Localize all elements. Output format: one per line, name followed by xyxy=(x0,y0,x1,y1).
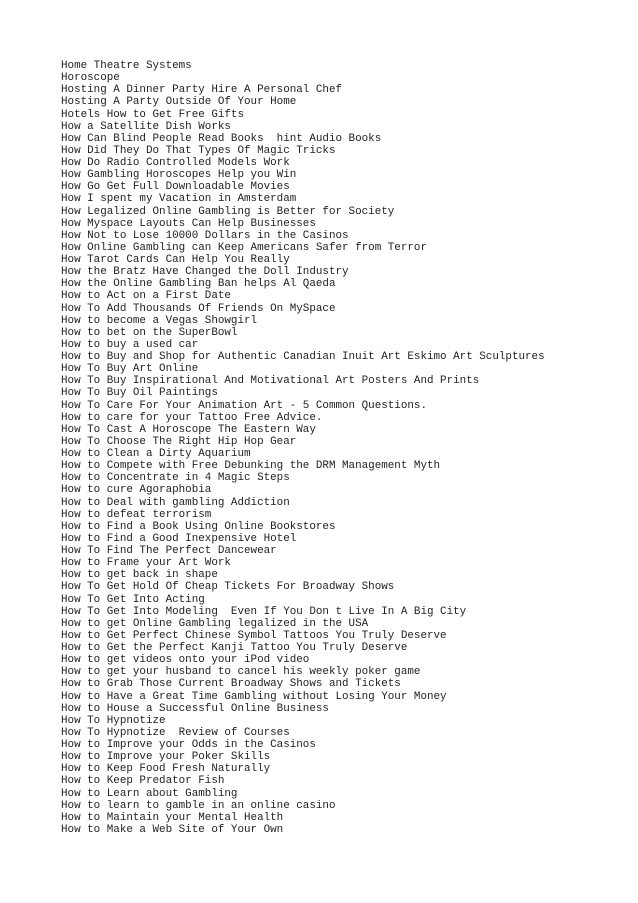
list-item: Horoscope xyxy=(61,72,120,85)
list-item: How to get Online Gambling legalized in the USA xyxy=(61,617,369,630)
list-item: How to Maintain your Mental Health xyxy=(61,811,284,824)
list-item: How to Keep Food Fresh Naturally xyxy=(61,763,271,776)
list-item: How to get your husband to cancel his weekly poker game xyxy=(61,666,421,679)
list-item: How to Make a Web Site of Your Own xyxy=(61,823,284,836)
list-item: How Did They Do That Types Of Magic Tricks xyxy=(61,144,336,157)
list-item: How To Hypnotize Review of Courses xyxy=(61,726,290,739)
list-item: How to Improve your Poker Skills xyxy=(61,751,271,764)
list-item: Hotels How to Get Free Gifts xyxy=(61,108,244,121)
list-item: How to Deal with gambling Addiction xyxy=(61,496,290,509)
list-item: How to Get the Perfect Kanji Tattoo You Truly Deserve xyxy=(61,642,408,654)
list-item: How to become a Vegas Showgirl xyxy=(61,314,258,327)
list-item: How to House a Successful Online Business xyxy=(61,702,329,715)
list-item: How to get back in shape xyxy=(61,569,218,582)
list-item: How Not to Lose 10000 Dollars in the Casinos xyxy=(61,229,349,242)
list-item: How To Cast A Horoscope The Eastern Way xyxy=(61,423,316,436)
list-item: How to Get Perfect Chinese Symbol Tattoos You Truly Deserve xyxy=(61,629,447,642)
title-list xyxy=(61,60,545,836)
list-item: How the Online Gambling Ban helps Al Qaeda xyxy=(61,278,336,291)
list-item: How to cure Agoraphobia xyxy=(61,484,212,497)
list-item: Hosting A Dinner Party Hire A Personal Chef xyxy=(61,84,343,97)
list-item: How To Choose The Right Hip Hop Gear xyxy=(61,435,297,448)
list-item: How to buy a used car xyxy=(61,338,199,351)
list-item: How to Improve your Odds in the Casinos xyxy=(61,739,316,751)
list-item: How Do Radio Controlled Models Work xyxy=(61,157,290,169)
list-item: How Online Gambling can Keep Americans Safer from Terror xyxy=(61,241,427,254)
list-item: How to Clean a Dirty Aquarium xyxy=(61,448,251,460)
list-item: How to Compete with Free Debunking the DRM Management Myth xyxy=(61,460,441,473)
list-item: How the Bratz Have Changed the Doll Industry xyxy=(61,266,349,279)
list-item: How To Get Into Modeling Even If You Don t Live In A Big City xyxy=(61,605,467,618)
list-item: How a Satellite Dish Works xyxy=(61,120,231,133)
list-item: How to learn to gamble in an online casino xyxy=(61,799,336,812)
list-item: How To Get Into Acting xyxy=(61,593,205,606)
list-item: How to defeat terrorism xyxy=(61,508,212,521)
list-item: How to Find a Book Using Online Bookstores xyxy=(61,520,336,533)
list-item: Home Theatre Systems xyxy=(61,60,192,72)
list-item: How to bet on the SuperBowl xyxy=(61,326,238,339)
list-item: How to Have a Great Time Gambling without Losing Your Money xyxy=(61,690,447,703)
list-item: Hosting A Party Outside Of Your Home xyxy=(61,96,297,109)
list-item: How to Learn about Gambling xyxy=(61,787,238,800)
list-item: How Legalized Online Gambling is Better for Society xyxy=(61,205,395,218)
list-item: How I spent my Vacation in Amsterdam xyxy=(61,193,297,206)
list-item: How to Find a Good Inexpensive Hotel xyxy=(61,532,297,545)
list-item: How to Frame your Art Work xyxy=(61,557,231,570)
list-item: How to care for your Tattoo Free Advice. xyxy=(61,411,323,424)
list-item: How To Get Hold Of Cheap Tickets For Broadway Shows xyxy=(61,581,395,594)
list-item: How to Grab Those Current Broadway Shows and Tickets xyxy=(61,678,401,691)
list-item: How To Add Thousands Of Friends On MySpace xyxy=(61,302,336,315)
list-item: How To Buy Inspirational And Motivational Art Posters And Prints xyxy=(61,375,480,388)
list-item: How to Act on a First Date xyxy=(61,290,231,303)
list-item: How To Buy Art Online xyxy=(61,363,199,376)
list-item: How Can Blind People Read Books hint Audio Books xyxy=(61,132,382,145)
list-item: How Tarot Cards Can Help You Really xyxy=(61,254,290,266)
list-item: How to Buy and Shop for Authentic Canadian Inuit Art Eskimo Art Sculptures xyxy=(61,351,545,363)
list-item: How To Hypnotize xyxy=(61,714,166,727)
list-item: How to get videos onto your iPod video xyxy=(61,654,310,667)
list-item: How Gambling Horoscopes Help you Win xyxy=(61,169,297,182)
list-item: How To Care For Your Animation Art - 5 Common Questions. xyxy=(61,399,427,412)
list-item: How to Concentrate in 4 Magic Steps xyxy=(61,472,290,485)
list-item: How Go Get Full Downloadable Movies xyxy=(61,181,290,194)
list-item: How To Buy Oil Paintings xyxy=(61,387,218,400)
list-item: How to Keep Predator Fish xyxy=(61,775,225,788)
list-item: How To Find The Perfect Dancewear xyxy=(61,545,277,557)
list-item: How Myspace Layouts Can Help Businesses xyxy=(61,217,316,230)
